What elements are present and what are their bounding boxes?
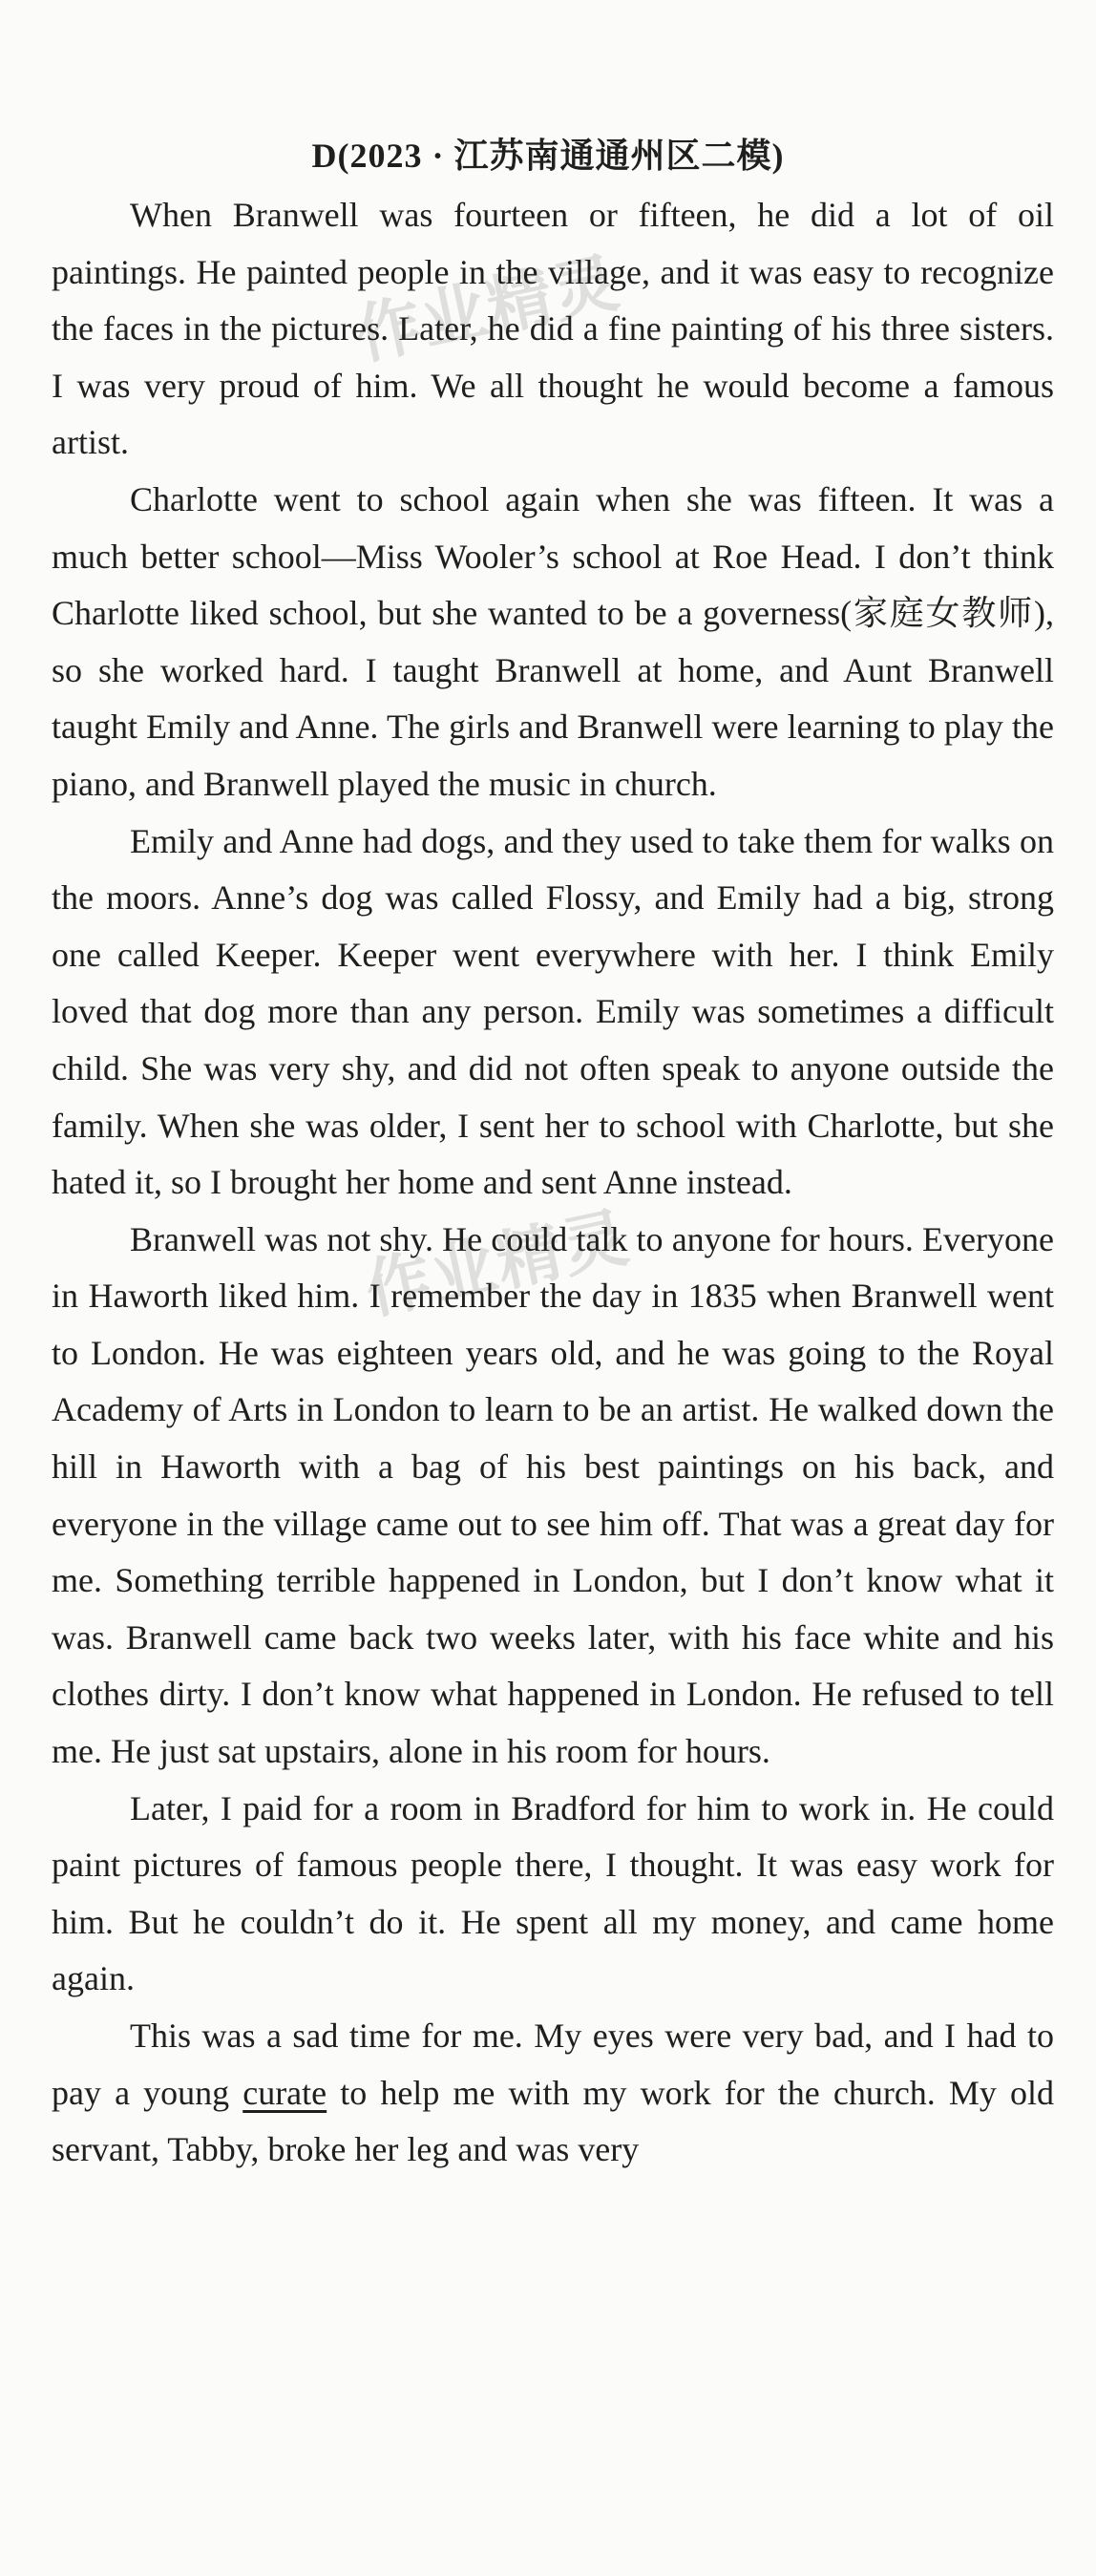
paragraph-text: This was a sad time for me. My eyes were very bad, and I had to pay a young	[52, 2016, 1054, 2112]
paragraph: When Branwell was fourteen or fifteen, he did a lot of oil paintings. He painted people in the village, and it was easy to recognize the faces in the pictures. Later, he did a fine painting of his three sisters. I was very proud of him. We all thought he would become a famous artist.	[52, 196, 1054, 462]
paragraph: Branwell was not shy. He could talk to anyone for hours. Everyone in Haworth liked him. I remember the day in 1835 when Branwell went to London. He was eighteen years old, and he was going to the Royal Academy of Arts in London to learn to be an artist. He walked down the hill in Haworth with a bag of his best paintings on his back, and everyone in the village came out to see him off. That was a great day for me. Something terrible happened in London, but I don’t know what it was. Branwell came back two weeks later, with his face white and his clothes dirty. I don’t know what happened in London. He refused to tell me. He just sat upstairs, alone in his room for hours.	[52, 1219, 1054, 1771]
section-letter: D	[311, 137, 338, 175]
paragraph: Charlotte went to school again when she was fifteen. It was a much better school—Miss Wooler’s school at Roe Head. I don’t think Charlotte liked school, but she wanted to be a governess(家庭女教师), so she worked hard. I taught Branwell at home, and Aunt Branwell taught Emily and Anne. The girls and Branwell were learning to play the piano, and Branwell played the music in church.	[52, 479, 1054, 803]
paragraph-text: to help me with my work for the church. My old servant, Tabby, broke her leg and was very	[52, 2073, 1054, 2169]
watermark: 作业精灵	[349, 244, 627, 375]
passage-body	[52, 187, 1054, 2179]
paragraph: Emily and Anne had dogs, and they used to take them for walks on the moors. Anne’s dog was called Flossy, and Emily had a big, strong one called Keeper. Keeper went everywhere with her. I think Emily loved that dog more than any person. Emily was sometimes a difficult child. She was very shy, and did not often speak to anyone outside the family. When she was older, I sent her to school with Charlotte, but she hated it, so I brought her home and sent Anne instead.	[52, 821, 1054, 1202]
source-note: (2023 · 江苏南通通州区二模)	[337, 137, 785, 175]
underlined-word: curate	[242, 2073, 327, 2112]
paragraph	[52, 2008, 1054, 2179]
section-heading	[0, 132, 1096, 179]
paragraph: Later, I paid for a room in Bradford for him to work in. He could paint pictures of famous people there, I thought. It was easy work for him. But he couldn’t do it. He spent all my money, and came home again.	[52, 1788, 1054, 1998]
watermark: 作业精灵	[359, 1199, 637, 1330]
